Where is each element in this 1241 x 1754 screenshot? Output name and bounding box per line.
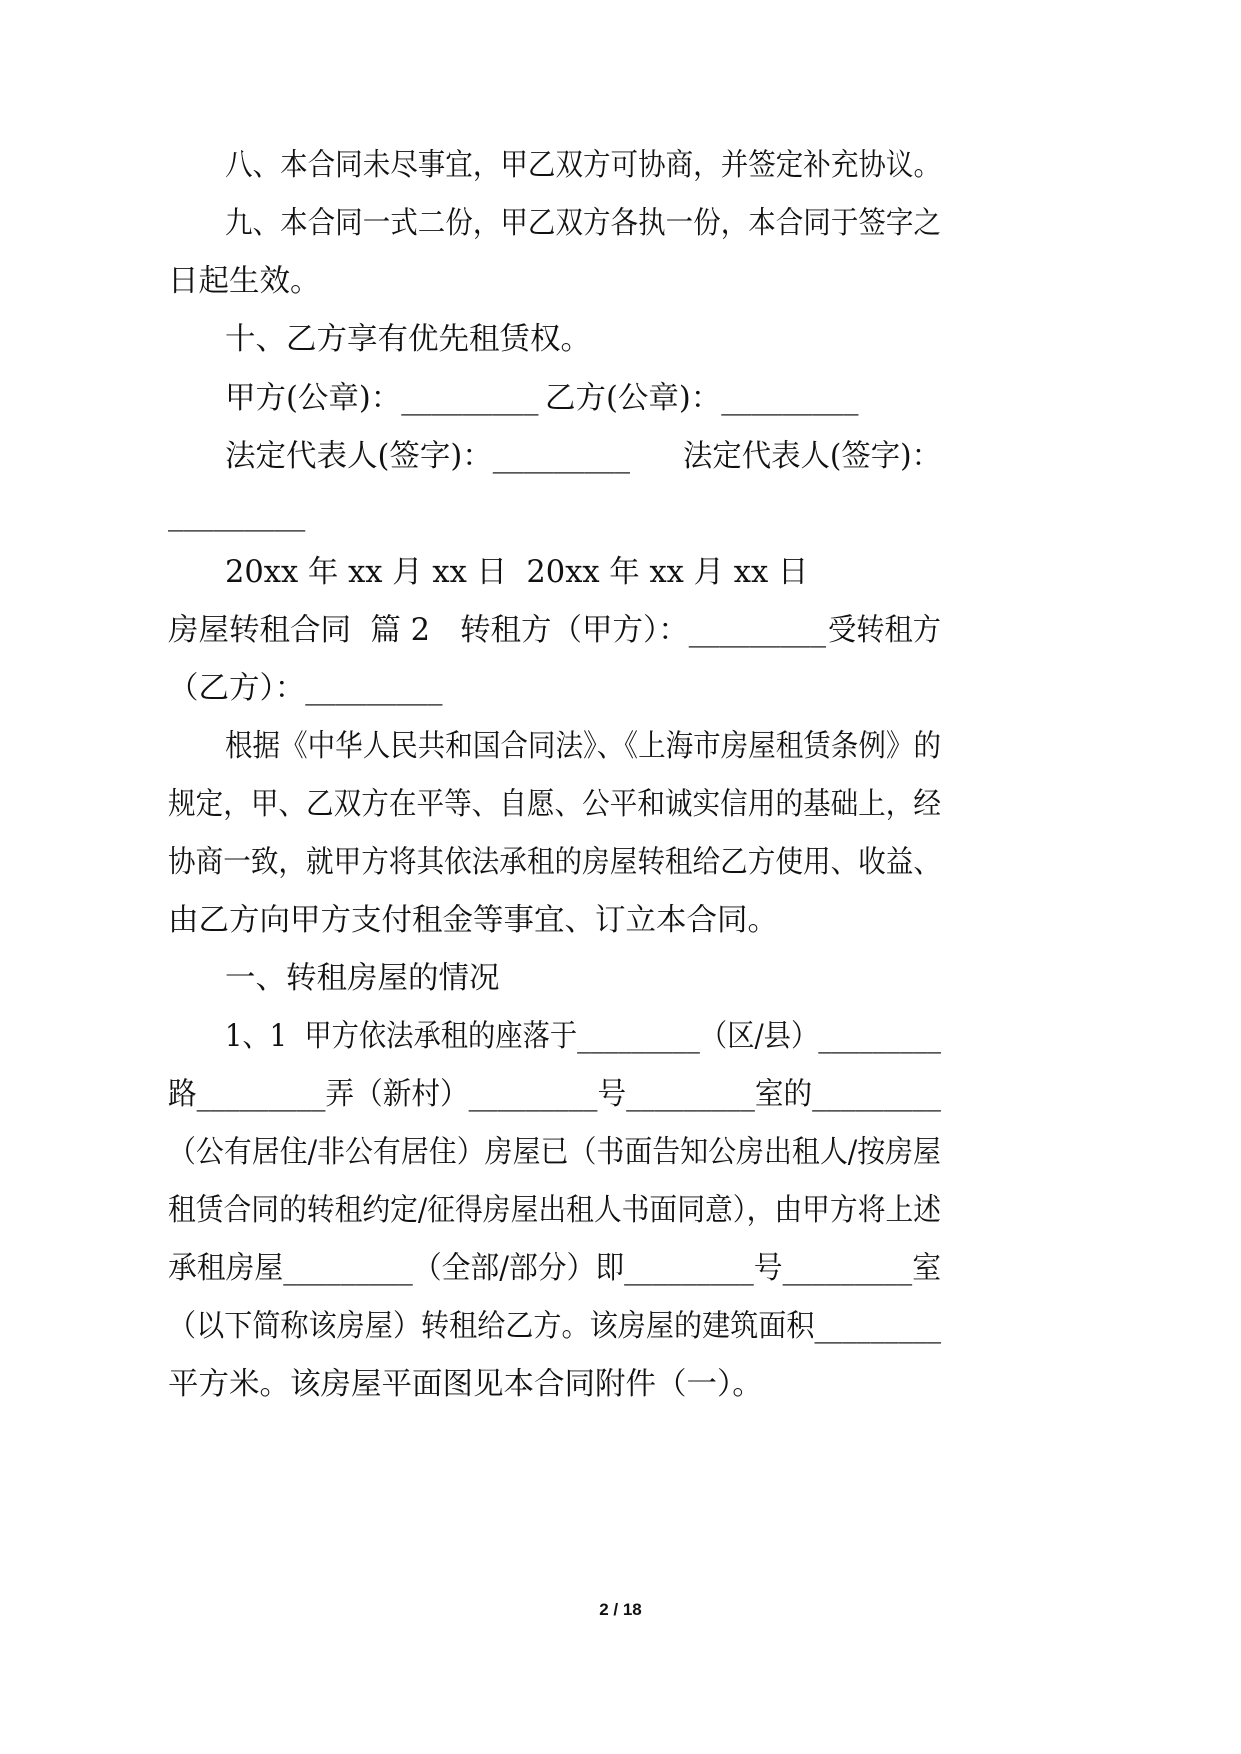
party-a-representative: 法定代表人(签字)：_________ <box>225 439 631 474</box>
sublessor-line: 转租方（甲方）：_________ <box>460 613 826 648</box>
signing-dates: 20xx 年 xx 月 xx 日 20xx 年 xx 月 xx 日 <box>225 555 809 590</box>
preamble-2: 规定，甲、乙双方在平等、自愿、公平和诚实信用的基础上，经 <box>168 787 941 822</box>
section-title: 房屋转租合同 篇 2 <box>168 613 430 648</box>
clause-1-1-a: 1、1 甲方依法承租的座落于_________（区/县）_________ <box>225 1019 941 1054</box>
clause-1-1-g: 平方米。该房屋平面图见本合同附件（一）。 <box>168 1367 763 1402</box>
party-a-seal: 甲方(公章)：_________ <box>225 381 539 416</box>
clause-1-1-c: （公有居住/非公有居住）房屋已（书面告知公房出租人/按房屋 <box>168 1135 941 1170</box>
clause-9-cont: 日起生效。 <box>168 264 321 299</box>
party-b-seal: 乙方(公章)：_________ <box>545 381 859 416</box>
party-b-representative: 法定代表人(签字)： <box>683 439 941 474</box>
heading-1: 一、转租房屋的情况 <box>225 961 500 996</box>
clause-1-1-d: 租赁合同的转租约定/征得房屋出租人书面同意），由甲方将上述 <box>168 1193 941 1228</box>
clause-1-1-f: （以下简称该房屋）转租给乙方。该房屋的建筑面积_________ <box>168 1309 941 1344</box>
sublessee-label: 受转租方 <box>828 613 941 648</box>
sublessee-line: （乙方）：_________ <box>168 671 443 706</box>
preamble-4: 由乙方向甲方支付租金等事宜、订立本合同。 <box>168 903 778 938</box>
clause-9: 九、本合同一式二份，甲乙双方各执一份，本合同于签字之 <box>225 206 941 241</box>
preamble-3: 协商一致，就甲方将其依法承租的房屋转租给乙方使用、收益、 <box>168 845 941 880</box>
clause-1-1-e: 承租房屋_________（全部/部分）即_________号_________室 <box>168 1251 941 1286</box>
page-number: 2 / 18 <box>599 1600 642 1619</box>
preamble-1: 根据《中华人民共和国合同法》、《上海市房屋租赁条例》的 <box>225 729 941 764</box>
clause-8: 八、本合同未尽事宜，甲乙双方可协商，并签定补充协议。 <box>225 148 941 183</box>
party-b-representative-blank: _________ <box>168 497 306 532</box>
clause-1-1-b: 路_________弄（新村）_________号_________室的_________ <box>168 1077 941 1112</box>
clause-10: 十、乙方享有优先租赁权。 <box>225 322 591 357</box>
